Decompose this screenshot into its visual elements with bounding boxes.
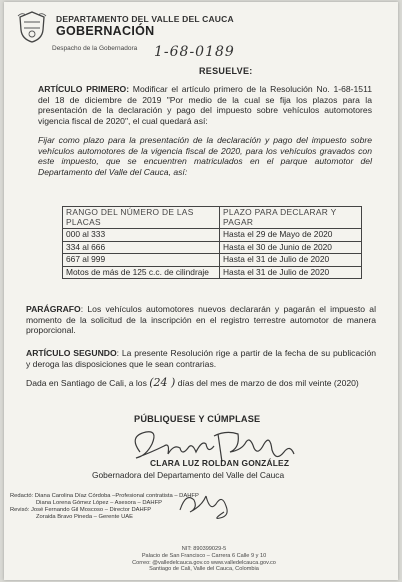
table-row [63,229,362,242]
articulo-primero-label: ARTÍCULO PRIMERO: [38,84,130,94]
articulo-primero [38,84,372,126]
signer-name: CLARA LUZ ROLDAN GONZÁLEZ [150,458,290,468]
paragrafo-label: PARÁGRAFO [26,304,81,314]
credit-line: Diana Lorena Gómez López – Asesora – DAHFP [36,500,162,506]
dada-en-after: días del mes de marzo de dos mil veinte (2020) [175,378,359,388]
review-initials [176,486,236,522]
office-name: Despacho de la Gobernadora [52,45,138,52]
signer-role: Gobernadora del Departamento del Valle del Cauca [92,470,285,480]
table-cell: 334 al 666 [63,241,220,254]
table-cell: Hasta el 29 de Mayo de 2020 [220,229,362,242]
footer-line: NIT: 890399029-5 [181,546,227,552]
table-cell: Hasta el 30 de Junio de 2020 [220,241,362,254]
dada-en-cali [26,378,376,389]
resolution-number-handwritten: 1-68-0189 [154,44,235,60]
paragrafo-text: : Los vehículos automotores nuevos declararán y pagarán el impuesto al momento de la solicitud de la inscripción en el registro terrestre automotor de manera proporcional. [26,304,376,335]
table-cell: Hasta el 31 de Julio de 2020 [220,254,362,267]
column-header-range: RANGO DEL NÚMERO DE LAS PLACAS [63,207,220,229]
table-header-row [63,207,362,229]
footer-line: Correo: @valledelcauca.gov.co www.valledelcauca.gov.co [132,559,276,566]
handwritten-day: (24 ) [149,376,176,389]
coat-of-arms-seal [16,10,48,44]
footer-line: Palacio de San Francisco – Carrera 6 Calle 9 y 10 [141,552,267,559]
paragrafo [26,304,376,336]
articulo-segundo [26,348,376,369]
table-cell: Hasta el 31 de Julio de 2020 [220,266,362,279]
credit-line: Redactó: Diana Carolina Díaz Córdoba –Profesional contratista – DAHFP [10,493,199,499]
document-page [4,2,398,580]
deadlines-table [62,206,362,279]
table-row [63,254,362,267]
table-cell: 667 al 999 [63,254,220,267]
dada-en-before: Dada en Santiago de Cali, a los [26,378,150,388]
articulo-primero-text: Modificar el artículo primero de la Resolución No. 1-68-1511 del 18 de diciembre de 2019 "Por medio de la cual se fija los plazos para la presentación de la declaración y pago del impuesto sobre vehículos automotores vigencia fiscal de 2020", el cual quedará así: [38,84,372,126]
resuelve-heading: RESUELVE: [199,66,253,76]
table-cell: Motos de más de 125 c.c. de cilindraje [63,266,220,279]
footer-line: Santiago de Cali, Valle del Cauca, Colombia [149,566,259,573]
table-row [63,266,362,279]
department-name: DEPARTAMENTO DEL VALLE DEL CAUCA [56,14,234,24]
publiquese-cumplase: PÚBLIQUESE Y CÚMPLASE [134,414,261,424]
column-header-deadline: PLAZO PARA DECLARAR Y PAGAR [220,207,362,229]
credit-line: Zoraida Bravo Pineda – Gerente UAE [36,514,133,520]
table-row [63,241,362,254]
articulo-segundo-text: : La presente Resolución rige a partir de la fecha de su publicación y deroga las disposiciones que le sean contrarias. [26,348,376,369]
government-title: GOBERNACIÓN [56,24,155,38]
footer-contact [104,546,304,573]
quoted-text: Fijar como plazo para la presentación de la declaración y pago del impuesto sobre vehículos automotores de la vigencia fiscal de 2020, para los vehículos gravados con este impuesto, que se encuentren matriculados en el parque automotor del Departamento del Valle del Cauca, así: [38,135,372,177]
credit-line: Revisó: José Fernando Gil Moscoso – Director DAHFP [10,507,152,513]
articulo-segundo-label: ARTÍCULO SEGUNDO [26,348,117,358]
table-cell: 000 al 333 [63,229,220,242]
